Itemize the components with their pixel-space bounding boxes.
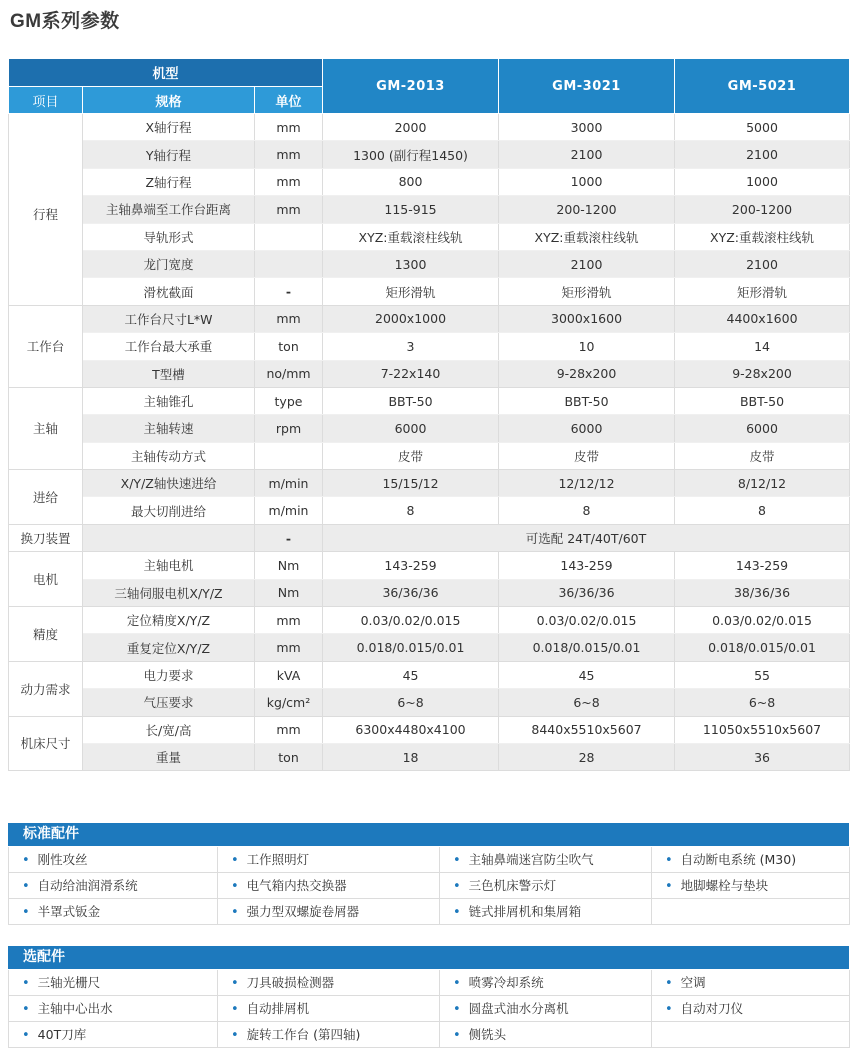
value-cell: 矩形滑轨 [323, 278, 499, 305]
unit-cell: no/mm [255, 360, 323, 387]
table-row [9, 114, 850, 141]
value-cell: 1000 [675, 168, 850, 195]
value-cell: BBT-50 [323, 387, 499, 414]
spec-cell: 工作台最大承重 [83, 333, 255, 360]
table-row [9, 250, 850, 277]
value-cell: 2100 [675, 250, 850, 277]
spec-cell: 主轴鼻端至工作台距离 [83, 196, 255, 223]
value-cell: 28 [499, 743, 675, 770]
value-cell: 8/12/12 [675, 470, 850, 497]
spec-cell: 工作台尺寸L*W [83, 305, 255, 332]
header-spec: 规格 [83, 87, 255, 114]
unit-cell: m/min [255, 497, 323, 524]
bullet-dot-icon: • [231, 1002, 239, 1017]
optional-item [218, 970, 440, 996]
value-cell: 15/15/12 [323, 470, 499, 497]
optional-item [9, 996, 218, 1022]
table-row [9, 333, 850, 360]
spec-cell: 主轴传动方式 [83, 442, 255, 469]
standard-item [652, 847, 850, 873]
unit-cell: mm [255, 141, 323, 168]
value-cell: 0.03/0.02/0.015 [675, 607, 850, 634]
standard-item [440, 873, 652, 899]
unit-cell: kVA [255, 661, 323, 688]
merged-value-cell: 可选配 24T/40T/60T [323, 524, 850, 551]
unit-cell [255, 250, 323, 277]
value-cell: 7-22x140 [323, 360, 499, 387]
standard-item [652, 873, 850, 899]
standard-accessories-grid [8, 847, 849, 925]
spec-cell: 导轨形式 [83, 223, 255, 250]
standard-item-label: 半罩式钣金 [37, 904, 101, 919]
bullet-dot-icon: • [231, 976, 239, 991]
group-label: 工作台 [9, 305, 83, 387]
unit-cell: mm [255, 634, 323, 661]
spec-table [8, 58, 850, 771]
value-cell: XYZ:重载滚柱线轨 [323, 223, 499, 250]
value-cell: 12/12/12 [499, 470, 675, 497]
bullet-dot-icon: • [665, 853, 673, 868]
unit-cell [255, 442, 323, 469]
table-row [9, 223, 850, 250]
bullet-dot-icon: • [665, 879, 673, 894]
bullet-dot-icon: • [22, 853, 30, 868]
value-cell: 3000x1600 [499, 305, 675, 332]
table-row [9, 278, 850, 305]
header-model-1: GM-2013 [323, 59, 499, 114]
standard-item [218, 899, 440, 925]
optional-item [440, 996, 652, 1022]
spec-cell: 主轴锥孔 [83, 387, 255, 414]
value-cell: 6~8 [499, 689, 675, 716]
value-cell: BBT-50 [499, 387, 675, 414]
value-cell: 45 [323, 661, 499, 688]
standard-item [218, 847, 440, 873]
value-cell: 6~8 [323, 689, 499, 716]
standard-item-label: 电气箱内热交换器 [246, 878, 347, 893]
spec-cell [83, 524, 255, 551]
value-cell: 1300 [323, 250, 499, 277]
spec-cell: Y轴行程 [83, 141, 255, 168]
table-row [9, 607, 850, 634]
standard-item-label: 主轴鼻端迷宫防尘吹气 [468, 852, 594, 867]
table-row [9, 634, 850, 661]
value-cell: 55 [675, 661, 850, 688]
optional-item-label: 圆盘式油水分离机 [468, 1001, 569, 1016]
header-item: 项目 [9, 87, 83, 114]
spec-cell: 气压要求 [83, 689, 255, 716]
standard-accessories [8, 823, 849, 925]
value-cell: 3000 [499, 114, 675, 141]
spec-cell: 主轴转速 [83, 415, 255, 442]
value-cell: 14 [675, 333, 850, 360]
table-row [9, 196, 850, 223]
group-label: 精度 [9, 607, 83, 662]
bullet-dot-icon: • [453, 853, 461, 868]
table-row [9, 387, 850, 414]
standard-item-label: 三色机床警示灯 [468, 878, 557, 893]
table-row [9, 579, 850, 606]
bullet-dot-icon: • [22, 1002, 30, 1017]
spec-cell: 最大切削进给 [83, 497, 255, 524]
table-row [9, 470, 850, 497]
value-cell: 8 [323, 497, 499, 524]
table-row [9, 497, 850, 524]
standard-item [440, 847, 652, 873]
value-cell: 8 [675, 497, 850, 524]
table-row [9, 360, 850, 387]
value-cell: 38/36/36 [675, 579, 850, 606]
table-row [9, 524, 850, 551]
unit-cell [255, 223, 323, 250]
group-label: 动力需求 [9, 661, 83, 716]
group-label: 行程 [9, 114, 83, 306]
bullet-dot-icon: • [231, 879, 239, 894]
standard-item-label: 地脚螺栓与垫块 [680, 878, 769, 893]
optional-item-label: 刀具破损检测器 [246, 975, 335, 990]
value-cell: 10 [499, 333, 675, 360]
value-cell: 8 [499, 497, 675, 524]
unit-cell: - [255, 524, 323, 551]
bullet-dot-icon: • [231, 853, 239, 868]
spec-cell: X/Y/Z轴快速进给 [83, 470, 255, 497]
spec-cell: 主轴电机 [83, 552, 255, 579]
spec-table-body [9, 114, 850, 771]
header-unit: 单位 [255, 87, 323, 114]
value-cell: 9-28x200 [499, 360, 675, 387]
spec-cell: Z轴行程 [83, 168, 255, 195]
standard-item-label: 工作照明灯 [246, 852, 310, 867]
value-cell: 36 [675, 743, 850, 770]
value-cell: 6000 [675, 415, 850, 442]
optional-item [218, 1022, 440, 1048]
value-cell: 18 [323, 743, 499, 770]
value-cell: 1300 (副行程1450) [323, 141, 499, 168]
bullet-dot-icon: • [231, 905, 239, 920]
unit-cell: m/min [255, 470, 323, 497]
value-cell: 皮带 [675, 442, 850, 469]
value-cell: 皮带 [323, 442, 499, 469]
bullet-dot-icon: • [22, 905, 30, 920]
bullet-dot-icon: • [22, 1028, 30, 1043]
value-cell: 3 [323, 333, 499, 360]
optional-item [652, 996, 850, 1022]
value-cell: 矩形滑轨 [499, 278, 675, 305]
spec-cell: 滑枕截面 [83, 278, 255, 305]
group-label: 换刀装置 [9, 524, 83, 551]
standard-item [218, 873, 440, 899]
optional-item [440, 1022, 652, 1048]
table-row [9, 168, 850, 195]
value-cell: 800 [323, 168, 499, 195]
group-label: 进给 [9, 470, 83, 525]
value-cell: 0.018/0.015/0.01 [499, 634, 675, 661]
table-row [9, 141, 850, 168]
optional-item-label: 40T刀库 [37, 1027, 87, 1042]
value-cell: 143-259 [499, 552, 675, 579]
table-row [9, 689, 850, 716]
value-cell: 矩形滑轨 [675, 278, 850, 305]
header-model-2: GM-3021 [499, 59, 675, 114]
optional-item [652, 1022, 850, 1048]
value-cell: 0.018/0.015/0.01 [675, 634, 850, 661]
value-cell: 1000 [499, 168, 675, 195]
optional-item-label: 喷雾冷却系统 [468, 975, 544, 990]
table-row [9, 743, 850, 770]
optional-item-label: 旋转工作台 (第四轴) [246, 1027, 361, 1042]
optional-item [9, 970, 218, 996]
bullet-dot-icon: • [22, 976, 30, 991]
bullet-dot-icon: • [453, 1028, 461, 1043]
value-cell: 143-259 [675, 552, 850, 579]
standard-item [9, 873, 218, 899]
spec-cell: 龙门宽度 [83, 250, 255, 277]
unit-cell: ton [255, 743, 323, 770]
value-cell: 200-1200 [675, 196, 850, 223]
optional-accessories-grid [8, 970, 849, 1048]
unit-cell: mm [255, 607, 323, 634]
optional-accessories [8, 946, 849, 1048]
unit-cell: - [255, 278, 323, 305]
unit-cell: mm [255, 305, 323, 332]
spec-cell: 长/宽/高 [83, 716, 255, 743]
optional-item-label: 自动对刀仪 [680, 1001, 744, 1016]
value-cell: XYZ:重载滚柱线轨 [499, 223, 675, 250]
value-cell: 6000 [499, 415, 675, 442]
spec-cell: 电力要求 [83, 661, 255, 688]
group-label: 机床尺寸 [9, 716, 83, 771]
unit-cell: mm [255, 114, 323, 141]
unit-cell: mm [255, 196, 323, 223]
bullet-dot-icon: • [22, 879, 30, 894]
table-row [9, 305, 850, 332]
value-cell: 2000 [323, 114, 499, 141]
bullet-dot-icon: • [453, 879, 461, 894]
value-cell: 9-28x200 [675, 360, 850, 387]
value-cell: 4400x1600 [675, 305, 850, 332]
spec-cell: X轴行程 [83, 114, 255, 141]
value-cell: 143-259 [323, 552, 499, 579]
value-cell: 皮带 [499, 442, 675, 469]
table-row [9, 442, 850, 469]
optional-item [218, 996, 440, 1022]
bullet-dot-icon: • [665, 976, 673, 991]
optional-item-label: 三轴光栅尺 [37, 975, 101, 990]
optional-item-label: 主轴中心出水 [37, 1001, 113, 1016]
value-cell: 36/36/36 [323, 579, 499, 606]
standard-item-label: 自动断电系统 (M30) [680, 852, 797, 867]
bullet-dot-icon: • [453, 976, 461, 991]
optional-accessories-title: 选配件 [8, 946, 849, 970]
value-cell: 8440x5510x5607 [499, 716, 675, 743]
table-row [9, 716, 850, 743]
value-cell: 115-915 [323, 196, 499, 223]
bullet-dot-icon: • [231, 1028, 239, 1043]
bullet-dot-icon: • [453, 905, 461, 920]
value-cell: 0.018/0.015/0.01 [323, 634, 499, 661]
header-model-3: GM-5021 [675, 59, 850, 114]
unit-cell: type [255, 387, 323, 414]
unit-cell: kg/cm² [255, 689, 323, 716]
group-label: 主轴 [9, 387, 83, 469]
value-cell: 2000x1000 [323, 305, 499, 332]
standard-item [652, 899, 850, 925]
value-cell: 2100 [499, 141, 675, 168]
unit-cell: mm [255, 168, 323, 195]
spec-cell: 定位精度X/Y/Z [83, 607, 255, 634]
bullet-dot-icon: • [453, 1002, 461, 1017]
optional-item [440, 970, 652, 996]
standard-item [9, 847, 218, 873]
spec-cell: 重量 [83, 743, 255, 770]
group-label: 电机 [9, 552, 83, 607]
unit-cell: mm [255, 716, 323, 743]
optional-item [652, 970, 850, 996]
value-cell: 5000 [675, 114, 850, 141]
unit-cell: Nm [255, 579, 323, 606]
header-model-label: 机型 [9, 59, 323, 87]
value-cell: XYZ:重载滚柱线轨 [675, 223, 850, 250]
value-cell: 2100 [675, 141, 850, 168]
value-cell: 6000 [323, 415, 499, 442]
unit-cell: rpm [255, 415, 323, 442]
optional-item-label: 自动排屑机 [246, 1001, 310, 1016]
standard-accessories-title: 标准配件 [8, 823, 849, 847]
spec-cell: 三轴伺服电机X/Y/Z [83, 579, 255, 606]
standard-item-label: 强力型双螺旋卷屑器 [246, 904, 360, 919]
table-row [9, 415, 850, 442]
bullet-dot-icon: • [665, 1002, 673, 1017]
value-cell: 200-1200 [499, 196, 675, 223]
value-cell: 6300x4480x4100 [323, 716, 499, 743]
optional-item [9, 1022, 218, 1048]
page-title: GM系列参数 [10, 11, 120, 32]
optional-item-label: 侧铣头 [468, 1027, 507, 1042]
spec-cell: T型槽 [83, 360, 255, 387]
unit-cell: ton [255, 333, 323, 360]
standard-item-label: 自动给油润滑系统 [37, 878, 138, 893]
spec-cell: 重复定位X/Y/Z [83, 634, 255, 661]
value-cell: 2100 [499, 250, 675, 277]
standard-item-label: 链式排屑机和集屑箱 [468, 904, 582, 919]
value-cell: 11050x5510x5607 [675, 716, 850, 743]
table-row [9, 661, 850, 688]
value-cell: 36/36/36 [499, 579, 675, 606]
standard-item-label: 刚性攻丝 [37, 852, 88, 867]
table-row [9, 552, 850, 579]
value-cell: 0.03/0.02/0.015 [323, 607, 499, 634]
optional-item-label: 空调 [680, 975, 706, 990]
standard-item [9, 899, 218, 925]
value-cell: 6~8 [675, 689, 850, 716]
standard-item [440, 899, 652, 925]
value-cell: 45 [499, 661, 675, 688]
value-cell: BBT-50 [675, 387, 850, 414]
value-cell: 0.03/0.02/0.015 [499, 607, 675, 634]
unit-cell: Nm [255, 552, 323, 579]
